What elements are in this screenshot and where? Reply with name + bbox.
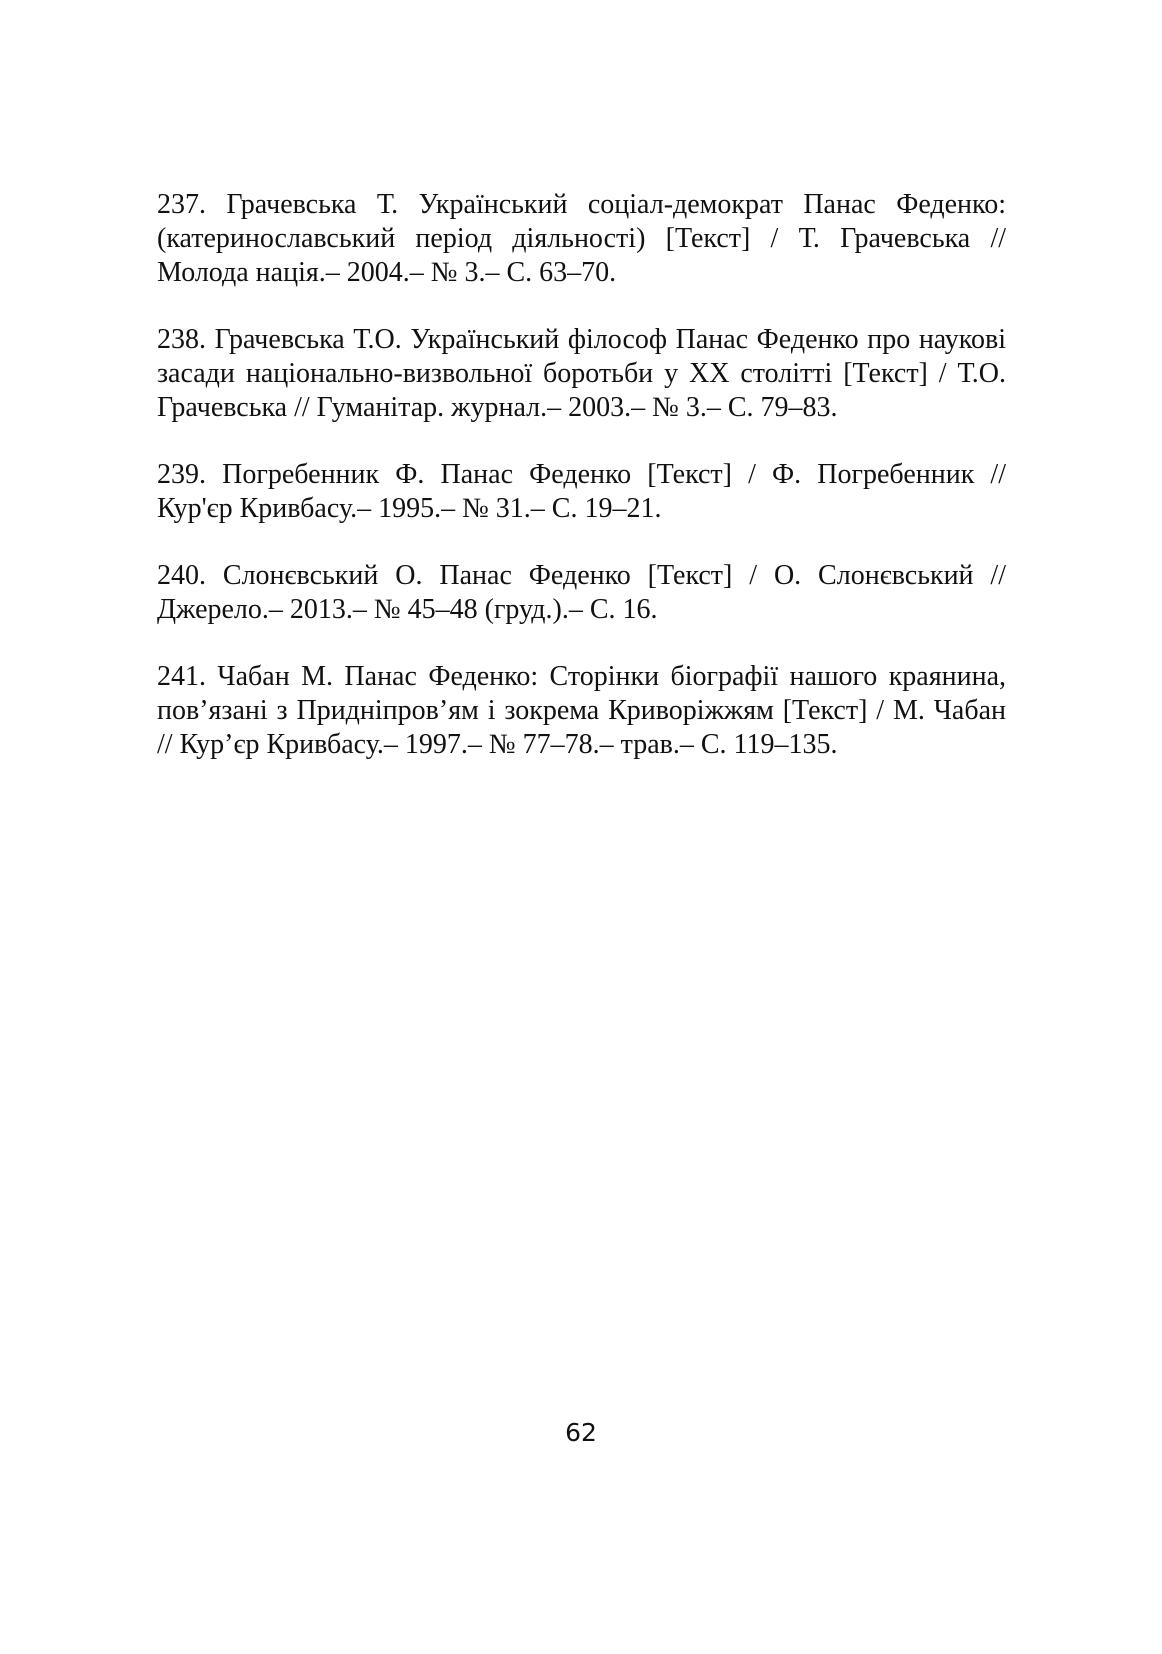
bibliography-entry-241: 241. Чабан М. Панас Феденко: Сторінки біографії нашого краянина, пов’язані з Придніпров’ям і зокрема Криворіжжям [Текст] / М. Чабан // Кур’єр Кривбасу.– 1997.– № 77–78.– трав.– С. 119–135.	[157, 661, 1006, 760]
page-number: 62	[565, 1418, 597, 1447]
bibliography-entry-238: 238. Грачевська Т.О. Український філософ Панас Феденко про наукові засади національно-визвольної боротьби у ХХ столітті [Текст] / Т.О. Грачевська // Гуманітар. журнал.– 2003.– № 3.– С. 79–83.	[157, 324, 1006, 423]
bibliography-list	[157, 188, 1006, 795]
bibliography-entry-240: 240. Слонєвський О. Панас Феденко [Текст] / О. Слонєвський // Джерело.– 2013.– № 45–48 (груд.).– С. 16.	[157, 560, 1006, 625]
bibliography-entry-237: 237. Грачевська Т. Український соціал-демократ Панас Феденко: (катеринославський період діяльності) [Текст] / Т. Грачевська // Молода нація.– 2004.– № 3.– С. 63–70.	[157, 189, 1006, 288]
bibliography-entry-239: 239. Погребенник Ф. Панас Феденко [Текст] / Ф. Погребенник // Кур'єр Кривбасу.– 1995.– № 31.– С. 19–21.	[157, 459, 1006, 524]
